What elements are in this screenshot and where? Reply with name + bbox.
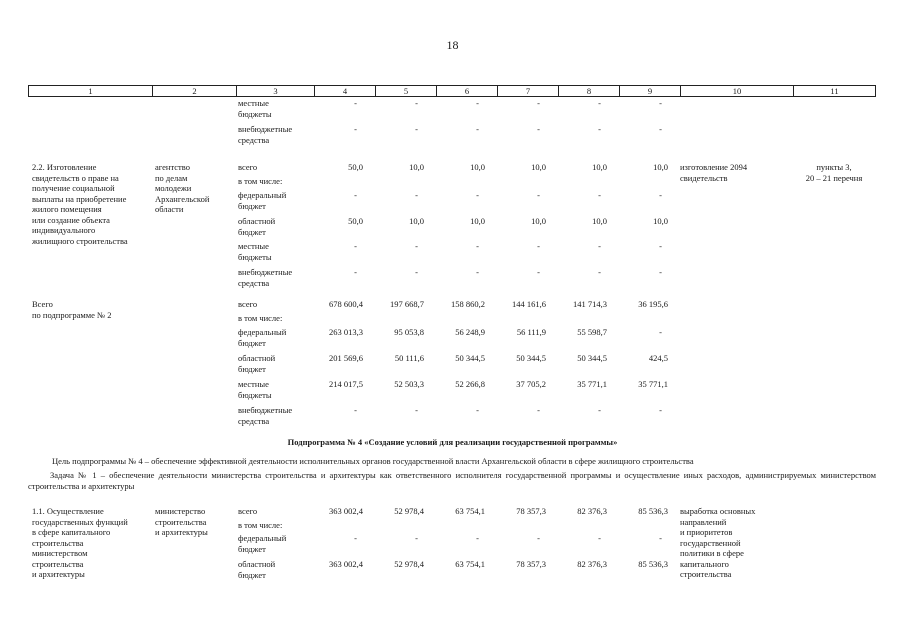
empty-value-dash: - bbox=[659, 267, 662, 277]
empty-value-dash: - bbox=[598, 267, 601, 277]
value-cell: 35 771,1 bbox=[577, 379, 607, 389]
value-cell: 50 344,5 bbox=[516, 353, 546, 363]
value-cell: 197 668,7 bbox=[390, 299, 424, 309]
empty-value-dash: - bbox=[537, 190, 540, 200]
value-cell: 263 013,3 bbox=[329, 327, 363, 337]
row-label: всего bbox=[238, 162, 258, 172]
empty-value-dash: - bbox=[354, 267, 357, 277]
value-cell: 50 344,5 bbox=[577, 353, 607, 363]
header-col-10: 10 bbox=[680, 86, 793, 96]
value-cell: 52 503,3 bbox=[394, 379, 424, 389]
value-cell: 10,0 bbox=[653, 162, 668, 172]
item-1-1-executor: министерство строительства и архитектуры bbox=[155, 506, 208, 537]
value-cell: 36 195,6 bbox=[638, 299, 668, 309]
row-label: федеральный бюджет bbox=[238, 327, 287, 348]
empty-value-dash: - bbox=[476, 190, 479, 200]
header-col-2: 2 bbox=[152, 86, 236, 96]
row-label: внебюджетные средства bbox=[238, 405, 293, 426]
value-cell: 10,0 bbox=[653, 216, 668, 226]
value-cell: 55 598,7 bbox=[577, 327, 607, 337]
value-cell: 78 357,3 bbox=[516, 506, 546, 516]
empty-value-dash: - bbox=[476, 533, 479, 543]
empty-value-dash: - bbox=[354, 405, 357, 415]
row-label: в том числе: bbox=[238, 313, 283, 323]
table-header-row bbox=[28, 85, 876, 97]
row-label: местные бюджеты bbox=[238, 98, 272, 119]
item-2-2-result: изготовление 2094 свидетельств bbox=[680, 162, 748, 183]
value-cell: 78 357,3 bbox=[516, 559, 546, 569]
item-1-1-result: выработка основных направлений и приоритетов государственной политики в сфере капитального строительства bbox=[680, 506, 756, 579]
header-col-1: 1 bbox=[28, 86, 152, 96]
value-cell: 56 111,9 bbox=[516, 327, 546, 337]
value-cell: 63 754,1 bbox=[455, 559, 485, 569]
value-cell: 50,0 bbox=[348, 162, 363, 172]
value-cell: 56 248,9 bbox=[455, 327, 485, 337]
value-cell: 50 111,6 bbox=[394, 353, 424, 363]
row-label: местные бюджеты bbox=[238, 379, 272, 400]
value-cell: 424,5 bbox=[648, 353, 668, 363]
empty-value-dash: - bbox=[598, 124, 601, 134]
value-cell: 10,0 bbox=[470, 162, 485, 172]
header-col-4: 4 bbox=[314, 86, 375, 96]
row-label: внебюджетные средства bbox=[238, 124, 293, 145]
value-cell: 214 017,5 bbox=[329, 379, 363, 389]
value-cell: 10,0 bbox=[592, 216, 607, 226]
empty-value-dash: - bbox=[354, 241, 357, 251]
subprogram-goal: Цель подпрограммы № 4 – обеспечение эффективной деятельности исполнительных органов государственной власти Архангельской области в сфере жилищного строительства bbox=[52, 456, 694, 466]
page-number: 18 bbox=[446, 38, 459, 52]
header-col-7: 7 bbox=[497, 86, 558, 96]
value-cell: 85 536,3 bbox=[638, 559, 668, 569]
empty-value-dash: - bbox=[537, 241, 540, 251]
row-label: областной бюджет bbox=[238, 353, 276, 374]
empty-value-dash: - bbox=[659, 405, 662, 415]
empty-value-dash: - bbox=[476, 124, 479, 134]
empty-value-dash: - bbox=[598, 190, 601, 200]
header-col-8: 8 bbox=[558, 86, 619, 96]
item-1-1-name: 1.1. Осуществление государственных функций в сфере капитального строительства министерством строительства и архитектуры bbox=[32, 506, 128, 579]
empty-value-dash: - bbox=[598, 241, 601, 251]
row-label: областной бюджет bbox=[238, 216, 276, 237]
empty-value-dash: - bbox=[354, 190, 357, 200]
empty-value-dash: - bbox=[659, 98, 662, 108]
row-label: федеральный бюджет bbox=[238, 533, 287, 554]
empty-value-dash: - bbox=[476, 98, 479, 108]
value-cell: 10,0 bbox=[531, 216, 546, 226]
row-label: всего bbox=[238, 506, 258, 516]
value-cell: 363 002,4 bbox=[329, 506, 363, 516]
value-cell: 678 600,4 bbox=[329, 299, 363, 309]
value-cell: 85 536,3 bbox=[638, 506, 668, 516]
header-col-9: 9 bbox=[619, 86, 680, 96]
empty-value-dash: - bbox=[415, 190, 418, 200]
empty-value-dash: - bbox=[598, 533, 601, 543]
value-cell: 10,0 bbox=[470, 216, 485, 226]
empty-value-dash: - bbox=[415, 241, 418, 251]
empty-value-dash: - bbox=[354, 124, 357, 134]
item-2-2-name: 2.2. Изготовление свидетельств о праве на получение социальной выплаты на приобретение жилого помещения или создание объекта индивидуального жилищного строительства bbox=[32, 162, 128, 246]
value-cell: 52 266,8 bbox=[455, 379, 485, 389]
empty-value-dash: - bbox=[598, 405, 601, 415]
value-cell: 82 376,3 bbox=[577, 506, 607, 516]
empty-value-dash: - bbox=[659, 124, 662, 134]
empty-value-dash: - bbox=[537, 267, 540, 277]
value-cell: 363 002,4 bbox=[329, 559, 363, 569]
value-cell: 50,0 bbox=[348, 216, 363, 226]
empty-value-dash: - bbox=[598, 98, 601, 108]
empty-value-dash: - bbox=[354, 98, 357, 108]
empty-value-dash: - bbox=[537, 533, 540, 543]
empty-value-dash: - bbox=[659, 190, 662, 200]
header-col-3: 3 bbox=[236, 86, 314, 96]
item-2-2-executor: агентство по делам молодежи Архангельской области bbox=[155, 162, 210, 214]
value-cell: 95 053,8 bbox=[394, 327, 424, 337]
empty-value-dash: - bbox=[415, 405, 418, 415]
empty-value-dash: - bbox=[476, 267, 479, 277]
value-cell: 82 376,3 bbox=[577, 559, 607, 569]
empty-value-dash: - bbox=[537, 98, 540, 108]
empty-value-dash: - bbox=[659, 327, 662, 337]
value-cell: 10,0 bbox=[409, 162, 424, 172]
header-col-6: 6 bbox=[436, 86, 497, 96]
empty-value-dash: - bbox=[476, 405, 479, 415]
value-cell: 201 569,6 bbox=[329, 353, 363, 363]
header-col-11: 11 bbox=[793, 86, 876, 96]
value-cell: 52 978,4 bbox=[394, 506, 424, 516]
subprogram-title: Подпрограмма № 4 «Создание условий для реализации государственной программы» bbox=[287, 437, 618, 447]
header-col-5: 5 bbox=[375, 86, 436, 96]
row-label: местные бюджеты bbox=[238, 241, 272, 262]
value-cell: 37 705,2 bbox=[516, 379, 546, 389]
empty-value-dash: - bbox=[354, 533, 357, 543]
row-label: в том числе: bbox=[238, 176, 283, 186]
value-cell: 50 344,5 bbox=[455, 353, 485, 363]
total-subprogram-2-name: Всего по подпрограмме № 2 bbox=[32, 299, 112, 320]
subprogram-task: Задача № 1 – обеспечение деятельности министерства строительства и архитектуры как ответственного исполнителя государственной программы и осуществление иных расходов, администрируемых министерством строительства и архитектуры bbox=[28, 470, 876, 491]
value-cell: 35 771,1 bbox=[638, 379, 668, 389]
row-label: всего bbox=[238, 299, 258, 309]
value-cell: 63 754,1 bbox=[455, 506, 485, 516]
value-cell: 158 860,2 bbox=[451, 299, 485, 309]
value-cell: 10,0 bbox=[592, 162, 607, 172]
item-2-2-link: пункты 3, 20 – 21 перечня bbox=[805, 162, 863, 183]
row-label: областной бюджет bbox=[238, 559, 276, 580]
value-cell: 10,0 bbox=[531, 162, 546, 172]
row-label: в том числе: bbox=[238, 520, 283, 530]
empty-value-dash: - bbox=[415, 124, 418, 134]
empty-value-dash: - bbox=[537, 405, 540, 415]
value-cell: 144 161,6 bbox=[512, 299, 546, 309]
empty-value-dash: - bbox=[476, 241, 479, 251]
empty-value-dash: - bbox=[415, 533, 418, 543]
empty-value-dash: - bbox=[537, 124, 540, 134]
row-label: федеральный бюджет bbox=[238, 190, 287, 211]
row-label: внебюджетные средства bbox=[238, 267, 293, 288]
empty-value-dash: - bbox=[415, 267, 418, 277]
empty-value-dash: - bbox=[659, 533, 662, 543]
empty-value-dash: - bbox=[415, 98, 418, 108]
value-cell: 52 978,4 bbox=[394, 559, 424, 569]
value-cell: 141 714,3 bbox=[573, 299, 607, 309]
empty-value-dash: - bbox=[659, 241, 662, 251]
value-cell: 10,0 bbox=[409, 216, 424, 226]
